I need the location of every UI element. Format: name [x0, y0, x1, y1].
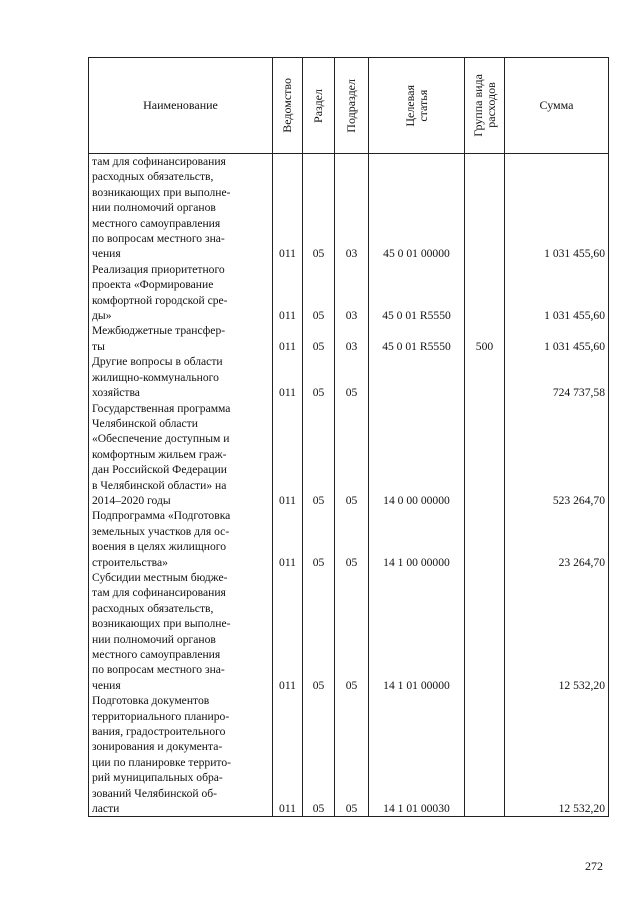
row-dept: 011 — [273, 401, 303, 509]
table-row — [89, 262, 609, 324]
table-row — [89, 693, 609, 817]
row-target — [369, 354, 465, 400]
row-exp-group: 500 — [465, 323, 505, 354]
row-sum: 12 532,20 — [505, 570, 609, 693]
row-subsection: 03 — [335, 154, 369, 262]
row-subsection: 03 — [335, 323, 369, 354]
row-target: 45 0 01 R5550 — [369, 262, 465, 324]
table-row — [89, 354, 609, 400]
table-row — [89, 154, 609, 262]
table-row — [89, 401, 609, 509]
row-name: там для софинансирования расходных обязательств, возникающих при выполне- нии полномочий органов местного самоуправления по вопросам местного зна- чения — [89, 154, 273, 262]
header-subsection: Подраздел — [344, 78, 358, 133]
row-sum: 523 264,70 — [505, 401, 609, 509]
row-section: 05 — [303, 570, 335, 693]
row-subsection: 05 — [335, 401, 369, 509]
row-target: 45 0 01 R5550 — [369, 323, 465, 354]
header-target: Целевая статья — [402, 84, 430, 127]
header-subsection-cell — [335, 58, 369, 154]
row-section: 05 — [303, 401, 335, 509]
row-exp-group — [465, 354, 505, 400]
row-subsection: 03 — [335, 262, 369, 324]
row-dept: 011 — [273, 354, 303, 400]
row-dept: 011 — [273, 570, 303, 693]
row-section: 05 — [303, 354, 335, 400]
header-sum: Сумма — [505, 58, 609, 154]
row-exp-group — [465, 401, 505, 509]
header-section-cell — [303, 58, 335, 154]
header-section: Раздел — [311, 88, 325, 123]
row-subsection: 05 — [335, 570, 369, 693]
row-section: 05 — [303, 693, 335, 817]
row-section: 05 — [303, 508, 335, 570]
header-dept: Ведомство — [280, 78, 294, 133]
row-exp-group — [465, 262, 505, 324]
row-name: Другие вопросы в области жилищно-коммунального хозяйства — [89, 354, 273, 400]
header-exp-group: Группа вида расходов — [470, 74, 498, 137]
row-exp-group — [465, 508, 505, 570]
row-sum: 1 031 455,60 — [505, 323, 609, 354]
row-sum: 23 264,70 — [505, 508, 609, 570]
row-dept: 011 — [273, 154, 303, 262]
row-section: 05 — [303, 262, 335, 324]
row-sum: 724 737,58 — [505, 354, 609, 400]
row-name: Подпрограмма «Подготовка земельных участков для ос- воения в целях жилищного строительства» — [89, 508, 273, 570]
row-sum: 12 532,20 — [505, 693, 609, 817]
row-name: Подготовка документов территориального планиро- вания, градостроительного зонирования и документа- ции по планировке террито- рий муниципальных обра- зований Челябинской об- ласти — [89, 693, 273, 817]
row-section: 05 — [303, 323, 335, 354]
row-dept: 011 — [273, 693, 303, 817]
header-target-cell — [369, 58, 465, 154]
row-exp-group — [465, 570, 505, 693]
table-body — [89, 154, 609, 817]
row-dept: 011 — [273, 323, 303, 354]
row-name: Реализация приоритетного проекта «Формирование комфортной городской сре- ды» — [89, 262, 273, 324]
row-subsection: 05 — [335, 354, 369, 400]
row-name: Межбюджетные трансфер- ты — [89, 323, 273, 354]
table-row — [89, 570, 609, 693]
row-name: Государственная программа Челябинской области «Обеспечение доступным и комфортным жильем граж- дан Российской Федерации в Челябинской области» на 2014–2020 годы — [89, 401, 273, 509]
row-target: 14 1 01 00030 — [369, 693, 465, 817]
table-row — [89, 323, 609, 354]
row-exp-group — [465, 154, 505, 262]
row-target: 14 1 00 00000 — [369, 508, 465, 570]
table-header-row — [89, 58, 609, 154]
row-subsection: 05 — [335, 508, 369, 570]
row-name: Субсидии местным бюдже- там для софинансирования расходных обязательств, возникающих при выполне- нии полномочий органов местного самоуправления по вопросам местного зна- чения — [89, 570, 273, 693]
header-dept-cell — [273, 58, 303, 154]
row-sum: 1 031 455,60 — [505, 154, 609, 262]
row-subsection: 05 — [335, 693, 369, 817]
header-name: Наименование — [89, 58, 273, 154]
table-row — [89, 508, 609, 570]
page-number: 272 — [585, 859, 603, 873]
row-exp-group — [465, 693, 505, 817]
row-sum: 1 031 455,60 — [505, 262, 609, 324]
row-dept: 011 — [273, 262, 303, 324]
budget-table — [88, 57, 609, 817]
row-target: 45 0 01 00000 — [369, 154, 465, 262]
row-section: 05 — [303, 154, 335, 262]
header-exp-group-cell — [465, 58, 505, 154]
row-target: 14 0 00 00000 — [369, 401, 465, 509]
row-target: 14 1 01 00000 — [369, 570, 465, 693]
row-dept: 011 — [273, 508, 303, 570]
